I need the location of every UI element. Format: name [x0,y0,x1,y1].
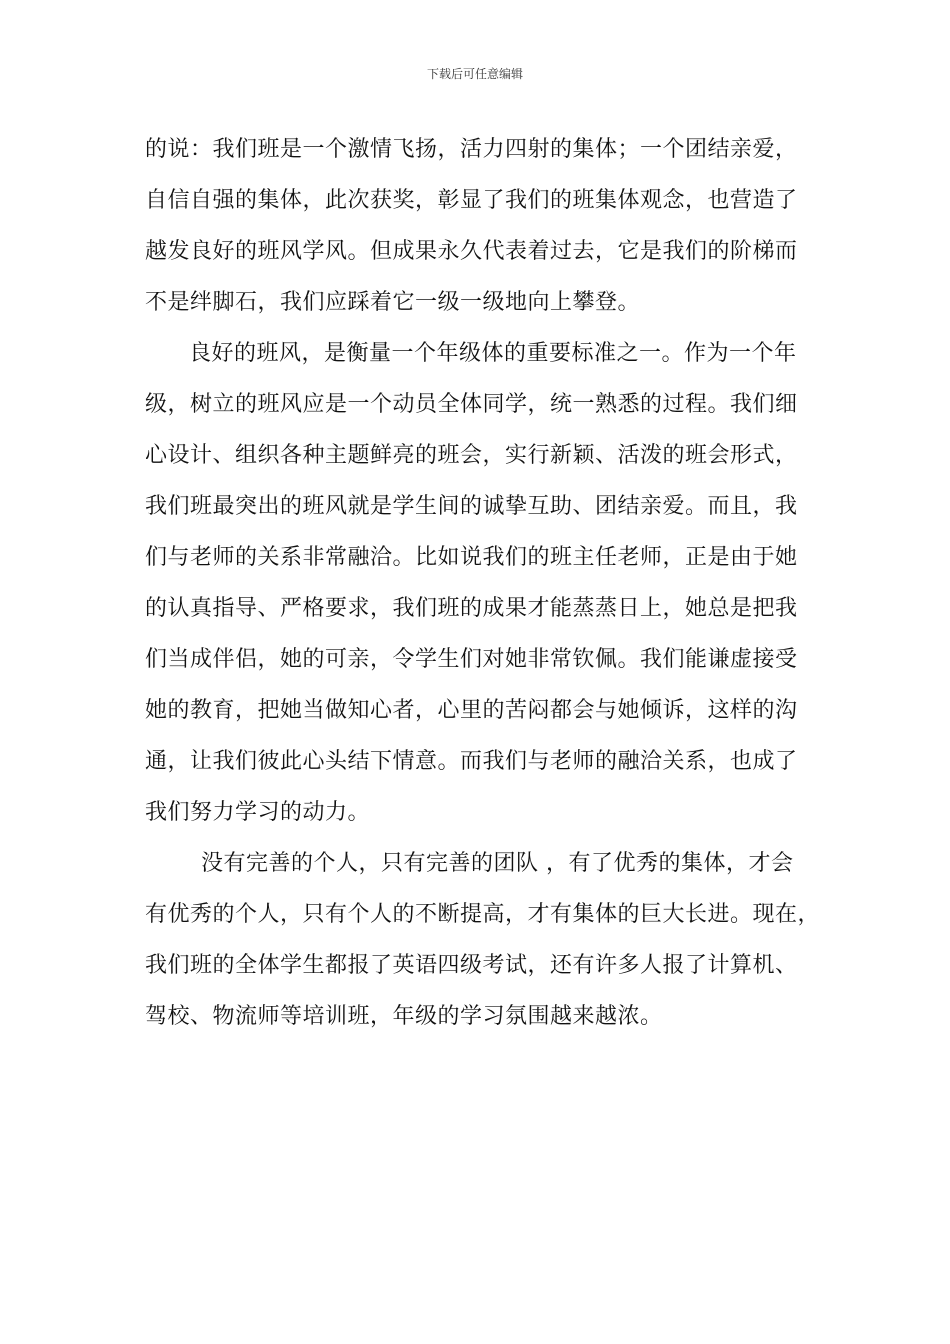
text-line: 心设计、组织各种主题鲜亮的班会，实行新颖、活泼的班会形式， [145,443,798,468]
header-note: 下载后可任意编辑 [426,67,523,81]
text-line: 不是绊脚石，我们应踩着它一级一级地向上攀登。 [145,290,641,315]
text-line: 她的教育，把她当做知心者，心里的苦闷都会与她倾诉，这样的沟 [145,698,798,723]
text-line: 有优秀的个人，只有个人的不断提高，才有集体的巨大长进。现在， [145,902,821,927]
text-line: 驾校、物流师等培训班，年级的学习氛围越来越浓。 [145,1004,663,1029]
text-line: 我们班最突出的班风就是学生间的诚挚互助、团结亲爱。而且，我 [145,494,798,519]
text-line: 自信自强的集体，此次获奖，彰显了我们的班集体观念，也营造了 [145,188,798,213]
text-line: 们与老师的关系非常融洽。比如说我们的班主任老师，正是由于她 [145,545,798,570]
text-line: 的说：我们班是一个激情飞扬，活力四射的集体；一个团结亲爱， [145,137,798,162]
text-line: 良好的班风，是衡量一个年级体的重要标准之一。作为一个年 [189,341,797,366]
document-body [145,130,821,1048]
text-line: 们当成伴侣，她的可亲，令学生们对她非常钦佩。我们能谦虚接受 [145,647,798,672]
text-line: 我们班的全体学生都报了英语四级考试，还有许多人报了计算机、 [145,953,798,978]
text-line: 没有完善的个人，只有完善的团队 ，有了优秀的集体，才会 [201,851,794,876]
text-line: 通，让我们彼此心头结下情意。而我们与老师的融洽关系，也成了 [145,749,798,774]
text-line: 越发良好的班风学风。但成果永久代表着过去，它是我们的阶梯而 [145,239,798,264]
text-line: 级，树立的班风应是一个动员全体同学，统一熟悉的过程。我们细 [145,392,798,417]
text-line: 我们努力学习的动力。 [145,800,371,825]
text-line: 的认真指导、严格要求，我们班的成果才能蒸蒸日上，她总是把我 [145,596,798,621]
